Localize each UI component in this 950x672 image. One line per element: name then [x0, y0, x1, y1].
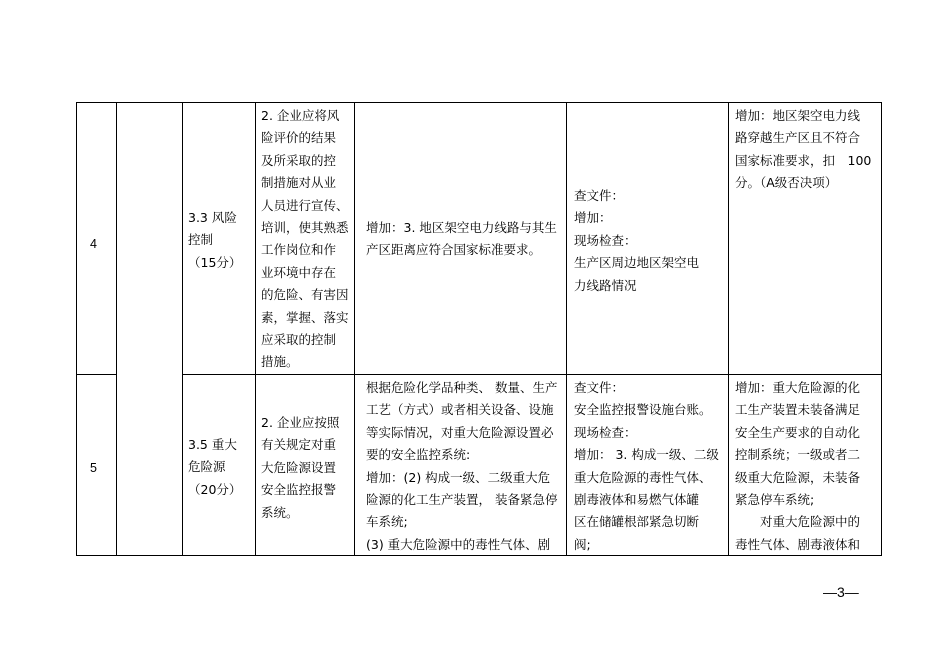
- col-divider: [76, 102, 77, 556]
- content-text: 增加：3. 地区架空电力线路与其生 产区距离应符合国家标准要求。: [366, 220, 557, 258]
- content-text: 根据危险化学品种类、 数量、生产 工艺（方式）或者相关设备、设施 等实际情况，对重大危险源设置必 要的安全监控系统: 增加：(2) 构成一级、二级重大危 险源的化工生产装置， 装备紧急停 车系统; (3) 重大危险源中的毒性气体、剧: [366, 380, 558, 552]
- col-divider: [354, 102, 355, 556]
- assessment-item: 3.3 风险 控制 （15分）: [188, 210, 242, 270]
- row-divider: [182, 374, 882, 375]
- col-divider: [255, 102, 256, 556]
- col-divider: [116, 102, 117, 556]
- col-divider: [182, 102, 183, 556]
- col-divider: [728, 102, 729, 556]
- table-border-right: [881, 102, 882, 556]
- row-number: 4: [90, 237, 97, 251]
- requirement-text: 2. 企业应按照 有关规定对重 大危险源设置 安全监控报警 系统。: [261, 415, 340, 520]
- row-number: 5: [90, 461, 97, 475]
- col-divider: [566, 102, 567, 556]
- row-divider: [76, 374, 116, 375]
- page-number: —3—: [823, 584, 859, 600]
- method-text: 查文件： 增加： 现场检查： 生产区周边地区架空电 力线路情况: [574, 188, 700, 293]
- deduction-text: 增加：地区架空电力线 路穿越生产区且不符合 国家标准要求，扣 100 分。（A级否决项）: [735, 108, 872, 191]
- table-border-top: [76, 102, 882, 103]
- assessment-item: 3.5 重大 危险源 （20分）: [188, 437, 242, 497]
- method-text: 查文件： 安全监控报警设施台账。 现场检查： 增加： 3. 构成一级、二级 重大危险源的毒性气体、 剧毒液体和易燃气体罐 区在储罐根部紧急切断 阀;: [574, 380, 719, 552]
- requirement-text: 2. 企业应将风 险评价的结果 及所采取的控 制措施对从业 人员进行宣传、 培训，使其熟悉 工作岗位和作 业环境中存在 的危险、有害因 素，掌握、落实 应采取的控制 措施。: [261, 108, 349, 370]
- deduction-text: 增加：重大危险源的化 工生产装置未装备满足 安全生产要求的自动化 控制系统；一级或者二 级重大危险源，未装备 紧急停车系统; 对重大危险源中的 毒性气体、剧毒液体和: [735, 380, 861, 552]
- assessment-table: [76, 102, 882, 555]
